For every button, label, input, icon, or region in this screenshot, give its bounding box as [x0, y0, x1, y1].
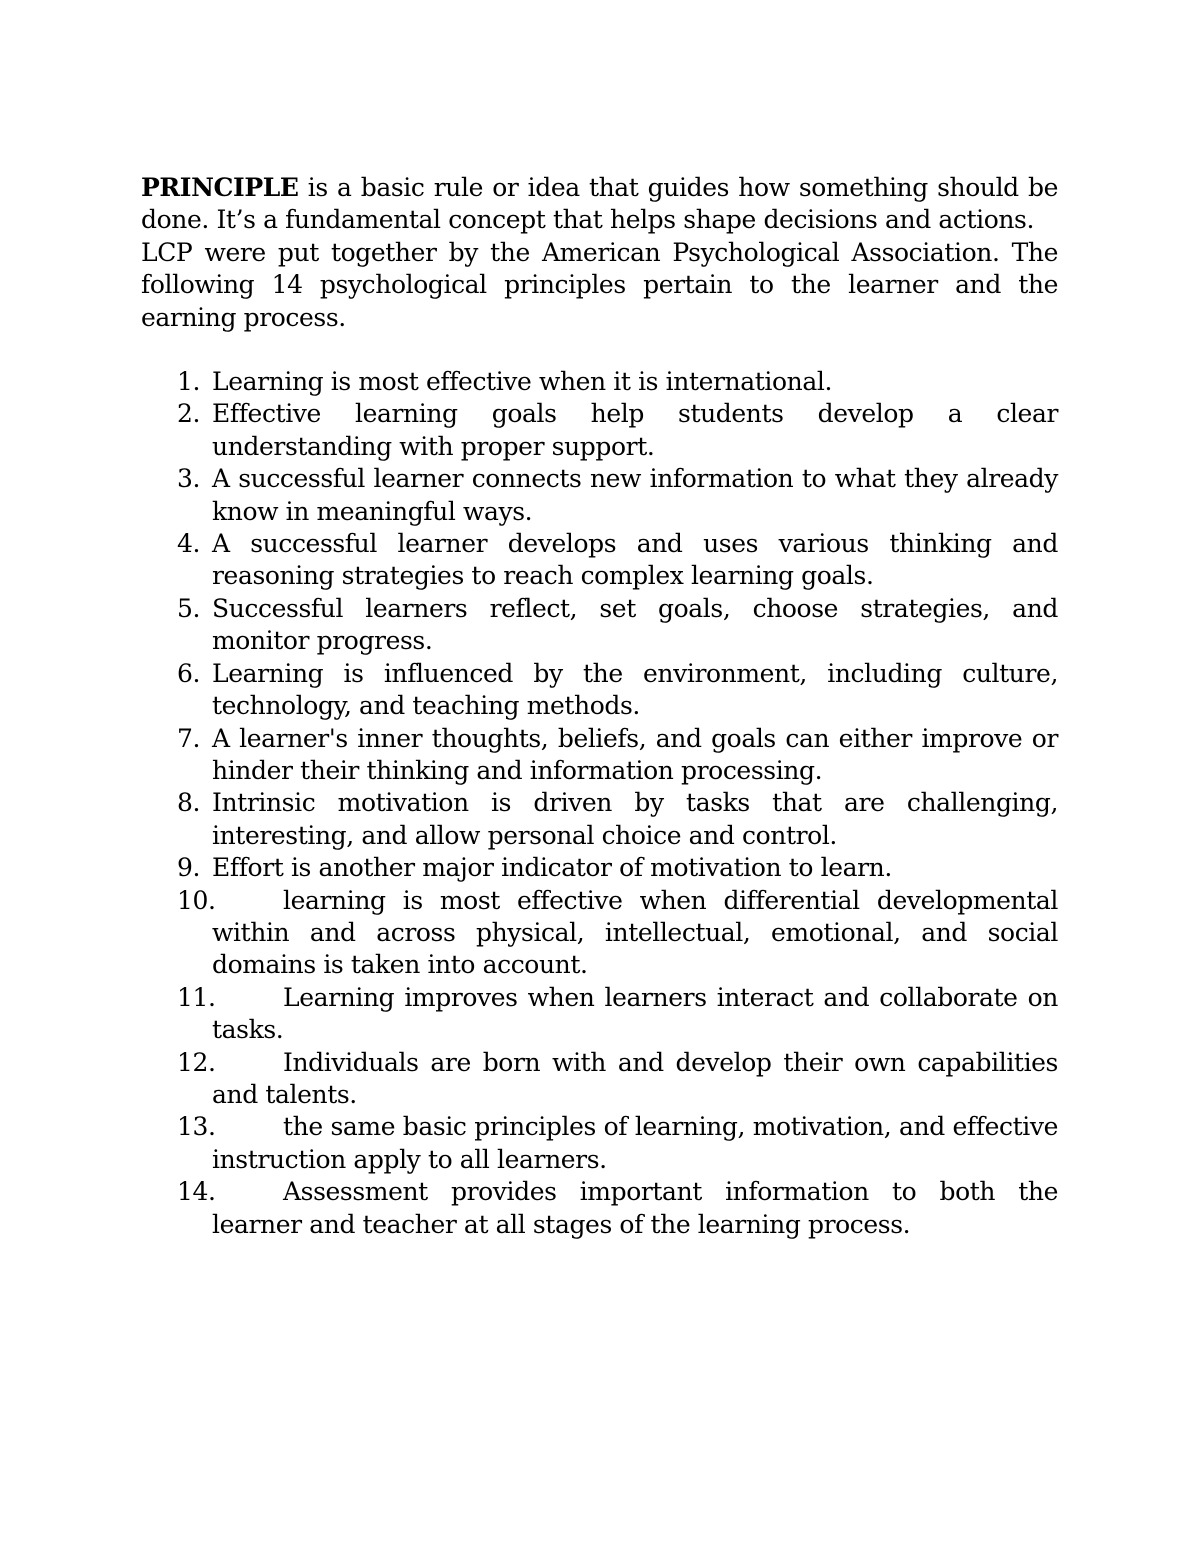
lcp-paragraph: LCP were put together by the American Psychological Association. The following 14 psychological principles pertain to the learner and the earning process.: [141, 237, 1058, 332]
document-page: [141, 172, 1058, 1241]
principle-item: [141, 398, 1058, 463]
principle-text: Intrinsic motivation is driven by tasks that are challenging, interesting, and allow personal choice and control.: [212, 788, 1058, 850]
principle-item: [141, 1047, 1058, 1112]
blank-line: [141, 334, 1058, 366]
principle-item: [141, 1111, 1058, 1176]
principle-item: [141, 723, 1058, 788]
principle-number: 4.: [177, 529, 201, 559]
principle-text: Successful learners reflect, set goals, choose strategies, and monitor progress.: [212, 593, 1058, 656]
principle-text: Learning improves when learners interact and collaborate on tasks.: [212, 982, 1058, 1045]
principle-number: 10.: [177, 885, 216, 915]
principle-text: Learning is most effective when it is international.: [212, 367, 832, 397]
principle-number: 6.: [177, 658, 201, 688]
principle-item: [141, 1176, 1058, 1241]
principle-number: 12.: [177, 1047, 216, 1077]
principle-number: 13.: [177, 1112, 216, 1142]
principle-number: 7.: [177, 723, 201, 753]
principle-number: 11.: [177, 982, 216, 1012]
principle-number: 1.: [177, 367, 201, 397]
principle-item: [141, 528, 1058, 593]
principle-item: [141, 658, 1058, 723]
principle-number: 5.: [177, 593, 201, 623]
principle-text: learning is most effective when differential developmental within and across physical, intellectual, emotional, and social domains is taken into account.: [212, 885, 1058, 980]
principle-item: [141, 852, 1058, 884]
principle-number: 3.: [177, 464, 201, 494]
principle-text: Effective learning goals help students develop a clear understanding with proper support.: [212, 399, 1058, 461]
principle-item: [141, 885, 1058, 982]
principle-number: 8.: [177, 788, 201, 818]
principle-text: Individuals are born with and develop their own capabilities and talents.: [212, 1047, 1058, 1109]
principle-text: the same basic principles of learning, motivation, and effective instruction apply to all learners.: [212, 1112, 1058, 1174]
principle-term: PRINCIPLE: [141, 173, 299, 202]
principle-item: [141, 593, 1058, 658]
principle-number: 9.: [177, 853, 201, 883]
principle-definition-paragraph: [141, 172, 1058, 237]
principle-text: Learning is influenced by the environment, including culture, technology, and teaching methods.: [212, 658, 1058, 721]
principle-number: 2.: [177, 399, 201, 429]
principle-item: [141, 787, 1058, 852]
principle-text: A learner's inner thoughts, beliefs, and goals can either improve or hinder their thinking and information processing.: [212, 723, 1058, 785]
principle-item: [141, 463, 1058, 528]
principle-number: 14.: [177, 1177, 216, 1207]
principle-item: [141, 366, 1058, 398]
principle-text: A successful learner connects new information to what they already know in meaningful ways.: [212, 464, 1058, 526]
principle-definition: is a basic rule or idea that guides how something should be done. It’s a fundamental concept that helps shape decisions and actions.: [141, 173, 1058, 235]
principle-item: [141, 982, 1058, 1047]
principle-text: Assessment provides important information to both the learner and teacher at all stages of the learning process.: [212, 1177, 1058, 1239]
principles-list: [141, 366, 1058, 1241]
principle-text: A successful learner develops and uses various thinking and reasoning strategies to reach complex learning goals.: [212, 529, 1058, 591]
principle-text: Effort is another major indicator of motivation to learn.: [212, 853, 892, 883]
